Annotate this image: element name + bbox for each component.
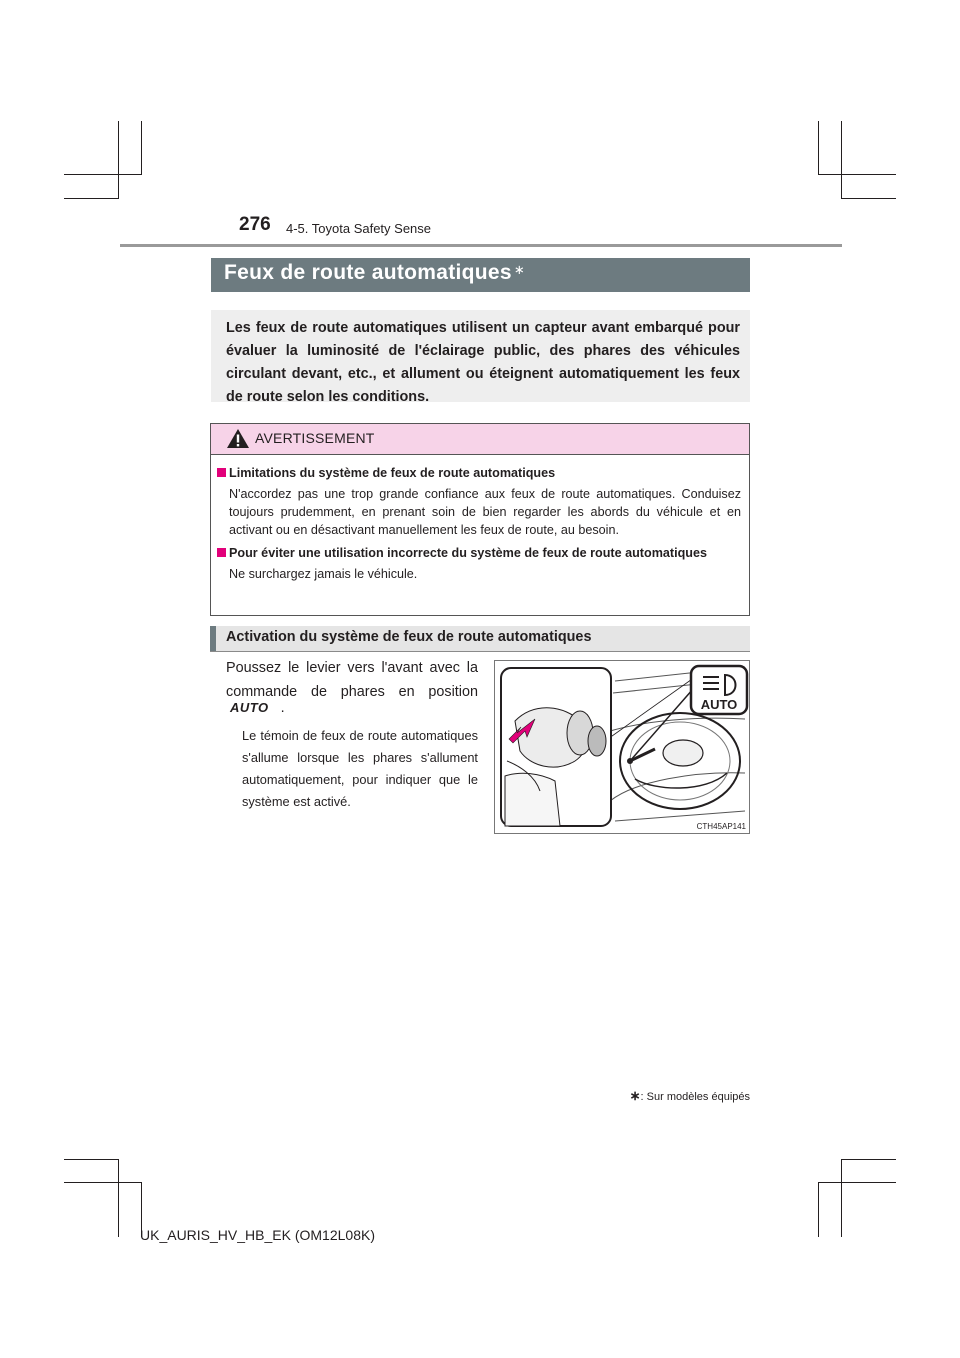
subsection-title: Activation du système de feux de route automatiques — [226, 629, 592, 645]
footnote-marker: ∗ — [629, 1088, 641, 1103]
auto-symbol: AUTO — [230, 700, 269, 715]
section-reference: 4-5. Toyota Safety Sense — [286, 221, 432, 236]
crop-mark — [841, 1159, 842, 1237]
step-note: Le témoin de feux de route automatiques s'allume lorsque les phares s'allument automatiquement, pour indiquer que le système est activé. — [242, 728, 478, 809]
lever-illustration — [494, 660, 750, 834]
crop-mark — [64, 1159, 119, 1160]
crop-mark — [841, 1159, 896, 1160]
warning-item-body: N'accordez pas une trop grande confiance aux feux de route automatiques. Conduisez toujours prudemment, en prenant soin de bien regarder les abords du véhicule et en activant ou en désactivant manuellement les feux de route, au besoin. — [229, 487, 741, 537]
page-title-text: Feux de route automatiques — [224, 261, 512, 284]
warning-item-body: Ne surchargez jamais le véhicule. — [229, 567, 418, 581]
warning-item-heading: Pour éviter une utilisation incorrecte du système de feux de route automatiques — [229, 546, 707, 560]
crop-mark — [141, 121, 142, 174]
step-period: . — [280, 700, 285, 716]
footnote-text: : Sur modèles équipés — [640, 1091, 750, 1103]
warning-triangle-icon — [226, 428, 250, 449]
crop-mark — [818, 174, 896, 175]
crop-mark — [64, 174, 142, 175]
intro-summary: Les feux de route automatiques utilisent un capteur avant embarqué pour évaluer la luminosité de l'éclairage public, des phares des véhicules circulant devant, etc., et allument ou éteignent automatiquement les feux de route selon les conditions. — [211, 310, 750, 402]
warning-header — [211, 424, 749, 455]
subsection-accent — [210, 626, 216, 651]
step-instruction: Poussez le levier vers l'avant avec la commande de phares en position — [226, 660, 478, 700]
crop-mark — [118, 1159, 119, 1237]
warning-item — [217, 464, 741, 539]
crop-mark — [841, 198, 896, 199]
crop-mark — [64, 1182, 142, 1183]
page-number: 276 — [239, 214, 271, 235]
illustration-drawing — [495, 661, 750, 834]
callout-auto-label: AUTO — [700, 697, 738, 712]
footnote — [630, 1088, 750, 1104]
crop-mark — [64, 198, 119, 199]
warning-title: AVERTISSEMENT — [255, 430, 375, 446]
crop-mark — [818, 121, 819, 174]
warning-item — [217, 544, 741, 583]
document-id: UK_AURIS_HV_HB_EK (OM12L08K) — [140, 1227, 375, 1243]
crop-mark — [818, 1182, 896, 1183]
crop-mark — [118, 121, 119, 199]
crop-mark — [841, 121, 842, 199]
step-instruction-end — [230, 700, 285, 716]
warning-item-heading: Limitations du système de feux de route automatiques — [229, 466, 556, 480]
asterisk-marker: ∗ — [513, 262, 526, 277]
square-bullet-icon — [217, 548, 226, 557]
square-bullet-icon — [217, 468, 226, 477]
warning-box — [210, 423, 750, 616]
crop-mark — [818, 1182, 819, 1237]
page-title — [211, 258, 750, 292]
figure-code: CTH45AP141 — [696, 822, 746, 831]
header-divider — [120, 244, 842, 247]
subsection-header — [210, 626, 750, 652]
